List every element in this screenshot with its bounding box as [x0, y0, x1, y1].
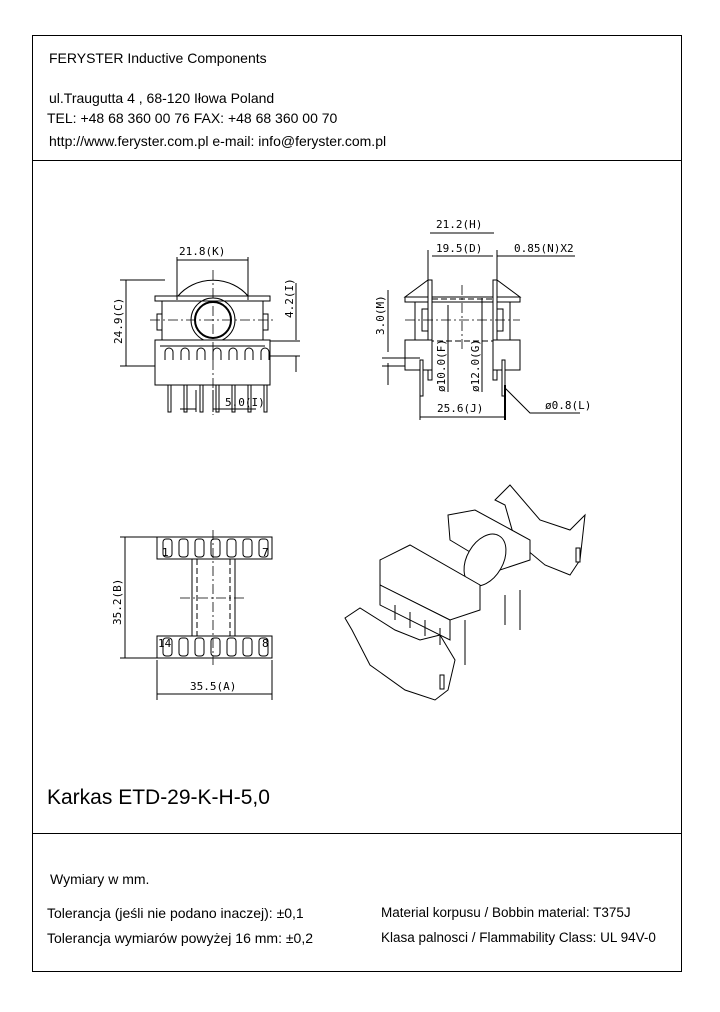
dim-j-label: 25.6(J): [437, 402, 484, 415]
isometric-view: [345, 485, 585, 700]
dim-m-label: 3.0(M): [374, 295, 387, 335]
dim-k-label: 21.8(K): [179, 245, 226, 258]
web-email: http://www.feryster.com.pl e-mail: info@feryster.com.pl: [49, 133, 387, 149]
top-view: [111, 530, 272, 700]
front-view: [112, 245, 300, 415]
dim-f-label: ø10.0(F): [435, 339, 448, 392]
tolerance-over-16mm: Tolerancja wymiarów powyżej 16 mm: ±0,2: [47, 930, 313, 946]
dim-g-label: ø12.0(G): [469, 339, 482, 392]
pin-1-label: 1: [162, 546, 169, 559]
dim-a-label: 35.5(A): [190, 680, 237, 693]
dim-l-label: ø0.8(L): [545, 399, 592, 412]
dim-i-top-label: 4.2(I): [283, 278, 296, 318]
tolerance-general: Tolerancja (jeśli nie podano inaczej): ±0,1: [47, 905, 304, 921]
pin-7-label: 7: [262, 546, 269, 559]
flammability-class: Klasa palnosci / Flammability Class: UL 94V-0: [381, 930, 656, 945]
dim-n-label: 0.85(N)X2: [514, 242, 574, 255]
pin: [216, 385, 219, 412]
pin: [168, 385, 171, 412]
dim-d-label: 19.5(D): [436, 242, 483, 255]
pin-14-label: 14: [158, 637, 172, 650]
company-name: FERYSTER Inductive Components: [49, 50, 267, 66]
address: ul.Traugutta 4 , 68-120 Iłowa Poland: [49, 90, 275, 106]
pin: [184, 385, 187, 412]
phone-fax: TEL: +48 68 360 00 76 FAX: +48 68 360 00 70: [47, 110, 338, 126]
units-note: Wymiary w mm.: [50, 871, 150, 887]
pin: [200, 385, 203, 412]
dim-c-label: 24.9(C): [112, 297, 125, 344]
pin-8-label: 8: [262, 637, 269, 650]
dim-h-label: 21.2(H): [436, 218, 483, 231]
side-view: [374, 218, 591, 420]
part-title: Karkas ETD-29-K-H-5,0: [47, 786, 270, 809]
dim-b-label: 35.2(B): [111, 578, 124, 625]
bobbin-material: Material korpusu / Bobbin material: T375J: [381, 905, 631, 920]
dim-i-bottom-label: 5.0(I): [225, 396, 265, 409]
